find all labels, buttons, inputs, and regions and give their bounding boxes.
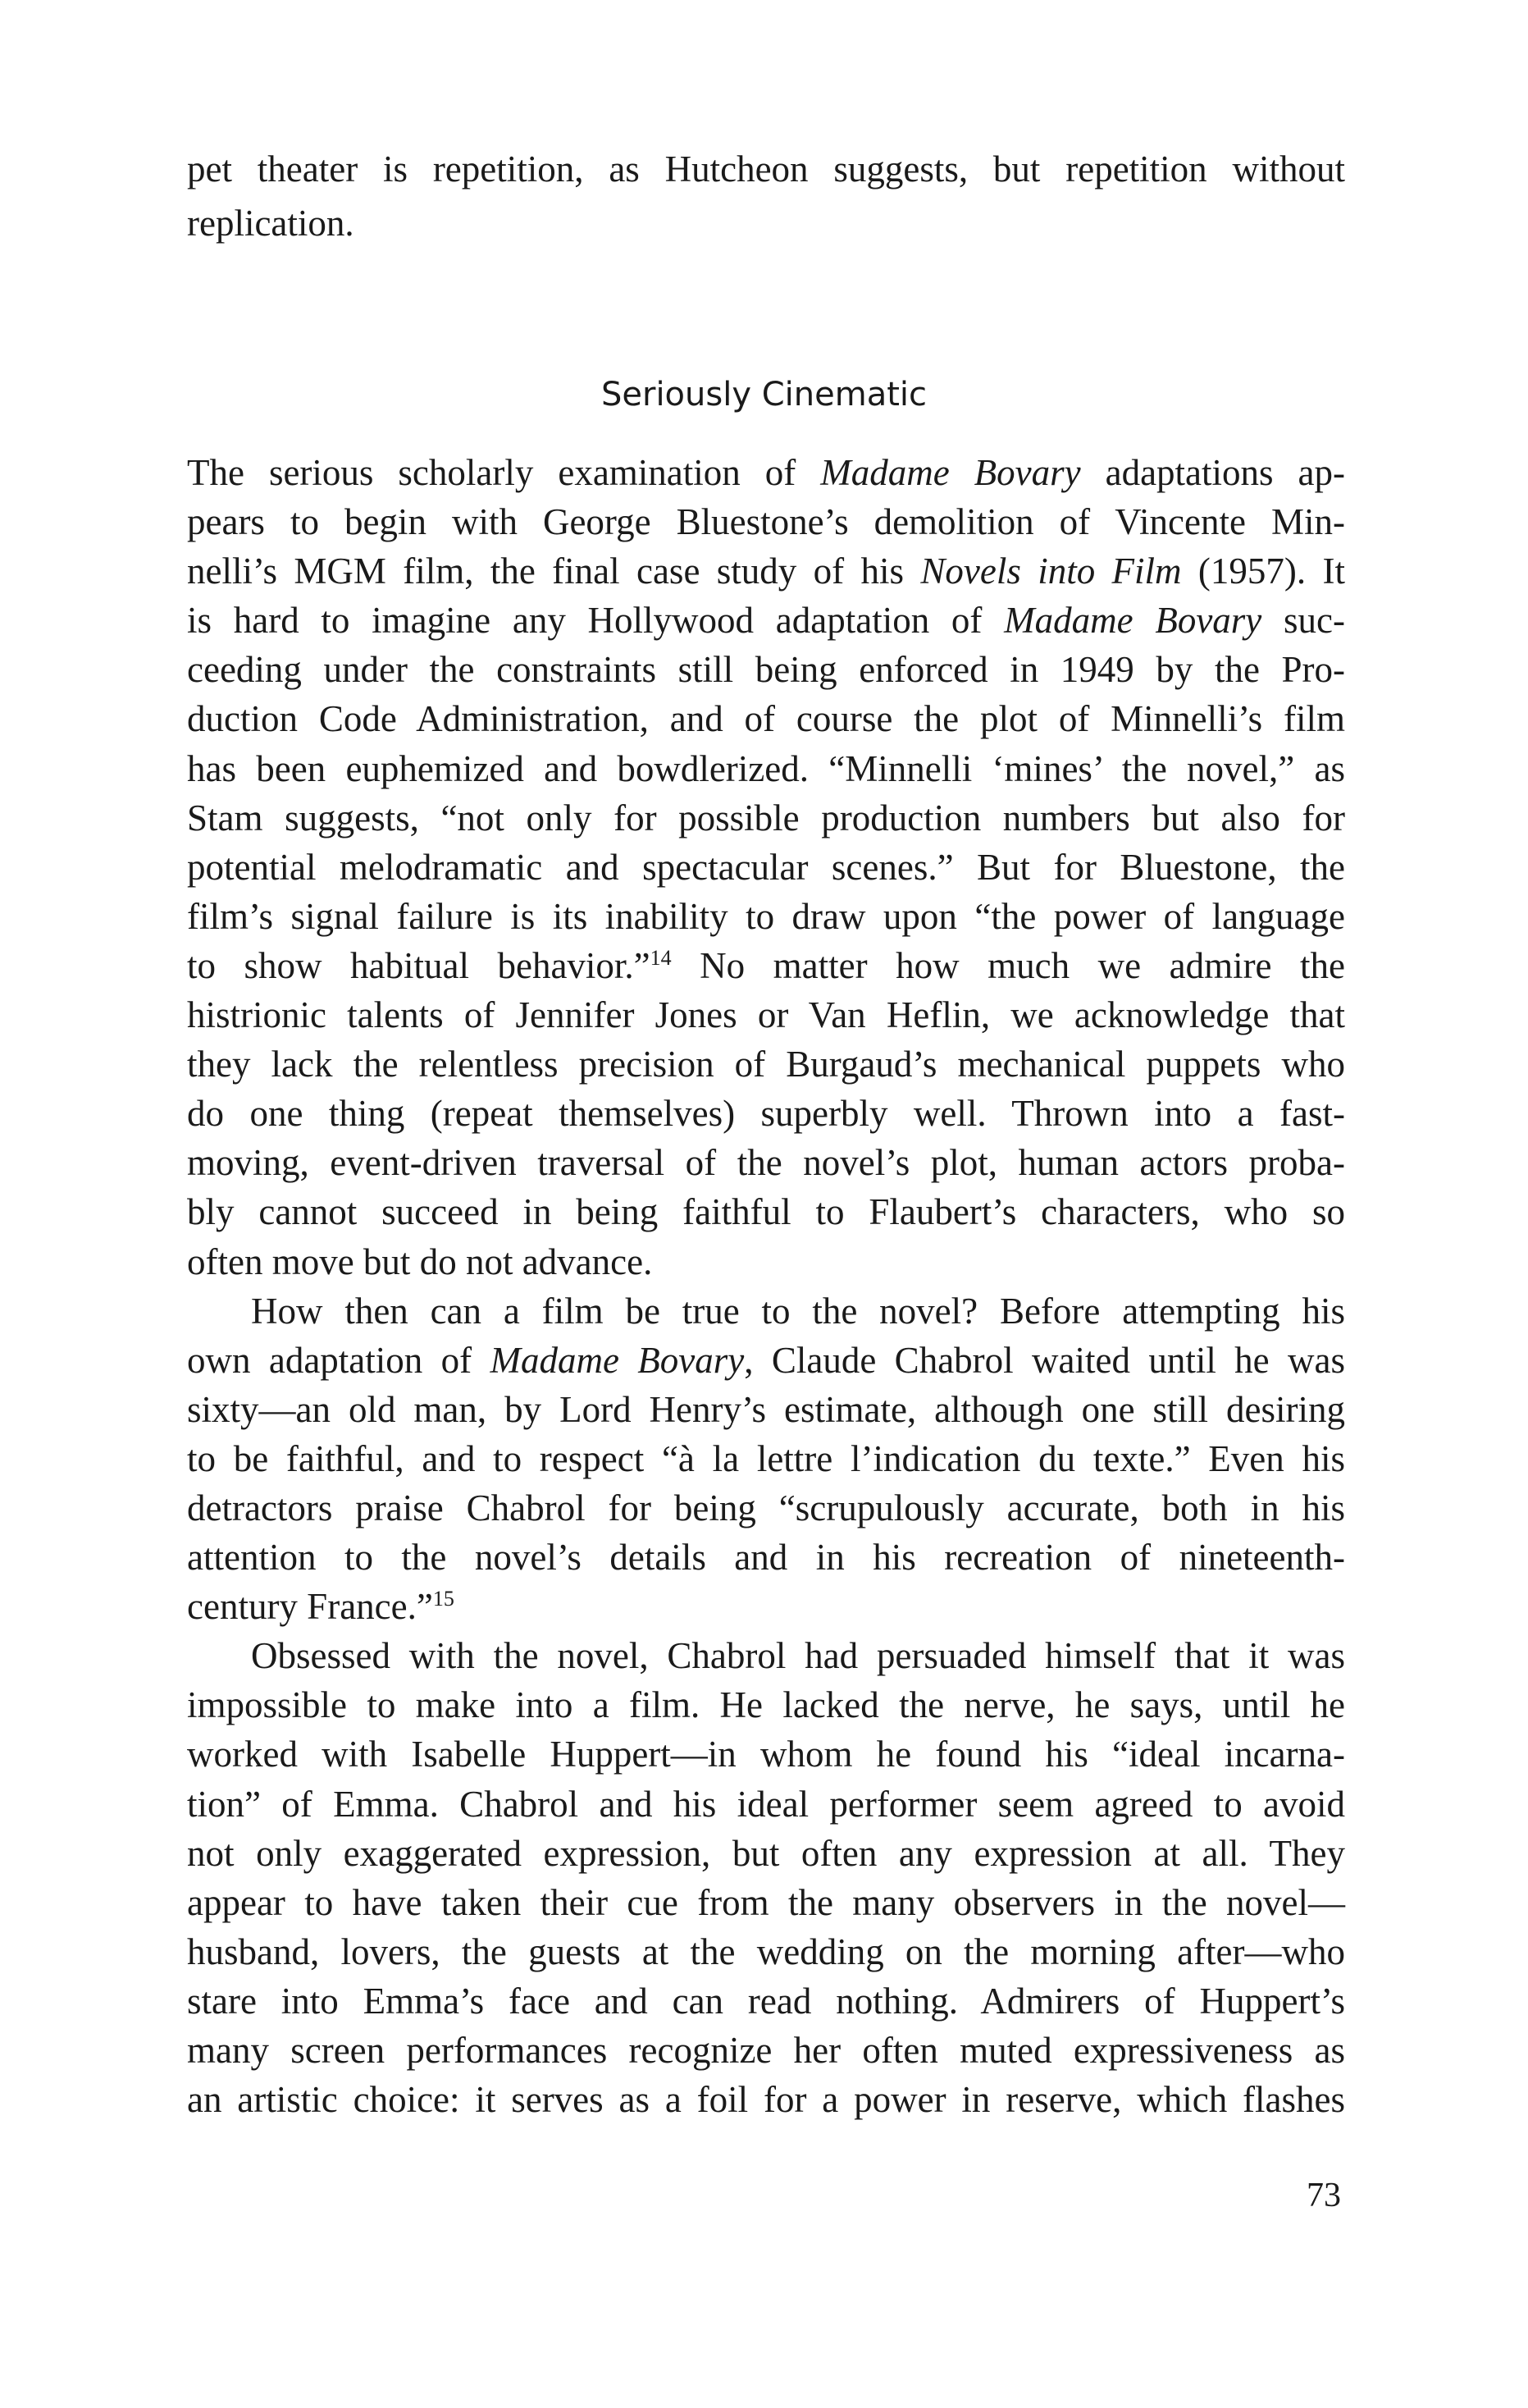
paragraph [187,1631,1345,2124]
text-line [187,1434,1345,1483]
text-line [187,2026,1345,2075]
text-line [187,645,1345,694]
text-run: , Claude Chabrol waited until he was [744,1339,1345,1381]
text-line [187,1780,1345,1829]
text-run: replication. [187,203,354,244]
text-run: often move but do not advance. [187,1241,653,1282]
text-line [187,892,1345,941]
text-line [187,1336,1345,1385]
text-line [187,1729,1345,1779]
text-run: impossible to make into a film. He lacked the nerve, he says, until he [187,1684,1345,1726]
text-run: they lack the relentless precision of Burgaud’s mechanical puppets who [187,1044,1345,1085]
text-run: ceeding under the constraints still being enforced in 1949 by the Pro- [187,649,1345,691]
text-run: is hard to imagine any Hollywood adaptation of [187,600,1005,642]
text-run: has been euphemized and bowdlerized. “Minnelli ‘mines’ the novel,” as [187,747,1345,789]
text-line [187,744,1345,793]
text-line [187,448,1345,497]
italic-title: Novels into Film [920,551,1182,592]
text-line [187,1237,1345,1286]
text-run: duction Code Administration, and of course the plot of Minnelli’s film [187,698,1345,740]
paragraph [187,1286,1345,1632]
text-line [187,941,1345,990]
continued-paragraph [187,142,1345,250]
text-run: Stam suggests, “not only for possible production numbers but also for [187,797,1345,838]
text-run: nelli’s MGM film, the final case study of his [187,551,921,592]
text-run: adaptations ap- [1080,452,1345,493]
footnote-marker: 14 [650,945,672,970]
text-line [187,793,1345,843]
text-line [187,1187,1345,1236]
text-run: detractors praise Chabrol for being “scrupulously accurate, both in his [187,1487,1345,1528]
text-line [187,694,1345,743]
text-run: to be faithful, and to respect “à la lettre l’indication du texte.” Even his [187,1437,1345,1479]
text-line [187,1829,1345,1878]
text-line [187,1582,1345,1631]
text-run: sixty—an old man, by Lord Henry’s estimate, although one still desiring [187,1388,1345,1430]
text-run: potential melodramatic and spectacular scenes.” But for Bluestone, the [187,846,1345,888]
text-line [187,1631,1345,1680]
text-line [187,1533,1345,1582]
italic-title: Madame Bovary [1004,600,1262,642]
text-run: to show habitual behavior.” [187,944,650,986]
text-run: century France.” [187,1586,433,1628]
text-line [187,843,1345,892]
text-run: many screen performances recognize her often muted expressiveness as [187,2030,1345,2071]
text-run: appear to have taken their cue from the many observers in the novel— [187,1881,1345,1923]
text-run: not only exaggerated expression, but often any expression at all. They [187,1832,1345,1874]
text-line [187,1286,1345,1336]
text-run: stare into Emma’s face and can read nothing. Admirers of Huppert’s [187,1980,1345,2022]
text-run: an artistic choice: it serves as a foil for a power in reserve, which flashes [187,2079,1345,2121]
text-line [187,1483,1345,1533]
text-line [187,1927,1345,1976]
text-line [187,1040,1345,1089]
italic-title: Madame Bovary [490,1339,745,1381]
text-line [187,546,1345,596]
text-line [187,497,1345,546]
text-line [187,142,1345,196]
section-heading: Seriously Cinematic [601,376,927,414]
text-run: film’s signal failure is its inability to draw upon “the power of language [187,895,1345,937]
text-run: do one thing (repeat themselves) superbly well. Thrown into a fast- [187,1093,1345,1135]
page-number: 73 [1307,2177,1341,2214]
text-run: tion” of Emma. Chabrol and his ideal performer seem agreed to avoid [187,1783,1345,1825]
text-run: husband, lovers, the guests at the wedding on the morning after—who [187,1931,1345,1972]
text-line [187,1138,1345,1187]
text-line [187,1089,1345,1138]
text-run: Obsessed with the novel, Chabrol had persuaded himself that it was [251,1635,1345,1677]
text-line [187,1976,1345,2026]
footnote-marker: 15 [432,1587,454,1611]
text-run: pet theater is repetition, as Hutcheon suggests, but repetition without [187,149,1345,190]
italic-title: Madame Bovary [820,452,1081,493]
text-run: moving, event-driven traversal of the novel’s plot, human actors proba- [187,1142,1345,1184]
text-line [187,1385,1345,1434]
text-run: histrionic talents of Jennifer Jones or Van Heflin, we acknowledge that [187,994,1345,1036]
text-run: bly cannot succeed in being faithful to Flaubert’s characters, who so [187,1191,1345,1233]
paragraph [187,448,1345,1286]
text-run: attention to the novel’s details and in his recreation of nineteenth- [187,1537,1345,1579]
text-run: suc- [1261,600,1345,642]
section-body [187,448,1345,2124]
text-run: The serious scholarly examination of [187,452,821,493]
text-line [187,1878,1345,1927]
text-run: worked with Isabelle Huppert—in whom he found his “ideal incarna- [187,1734,1345,1775]
text-run: How then can a film be true to the novel? Before attempting his [251,1290,1345,1332]
text-line [187,2075,1345,2124]
text-run: pears to begin with George Bluestone’s demolition of Vincente Min- [187,501,1345,543]
text-run: No matter how much we admire the [671,944,1346,986]
text-run: own adaptation of [187,1339,490,1381]
text-line [187,990,1345,1040]
text-line [187,196,1345,250]
text-run: (1957). It [1181,551,1345,592]
text-line [187,596,1345,645]
text-line [187,1680,1345,1729]
